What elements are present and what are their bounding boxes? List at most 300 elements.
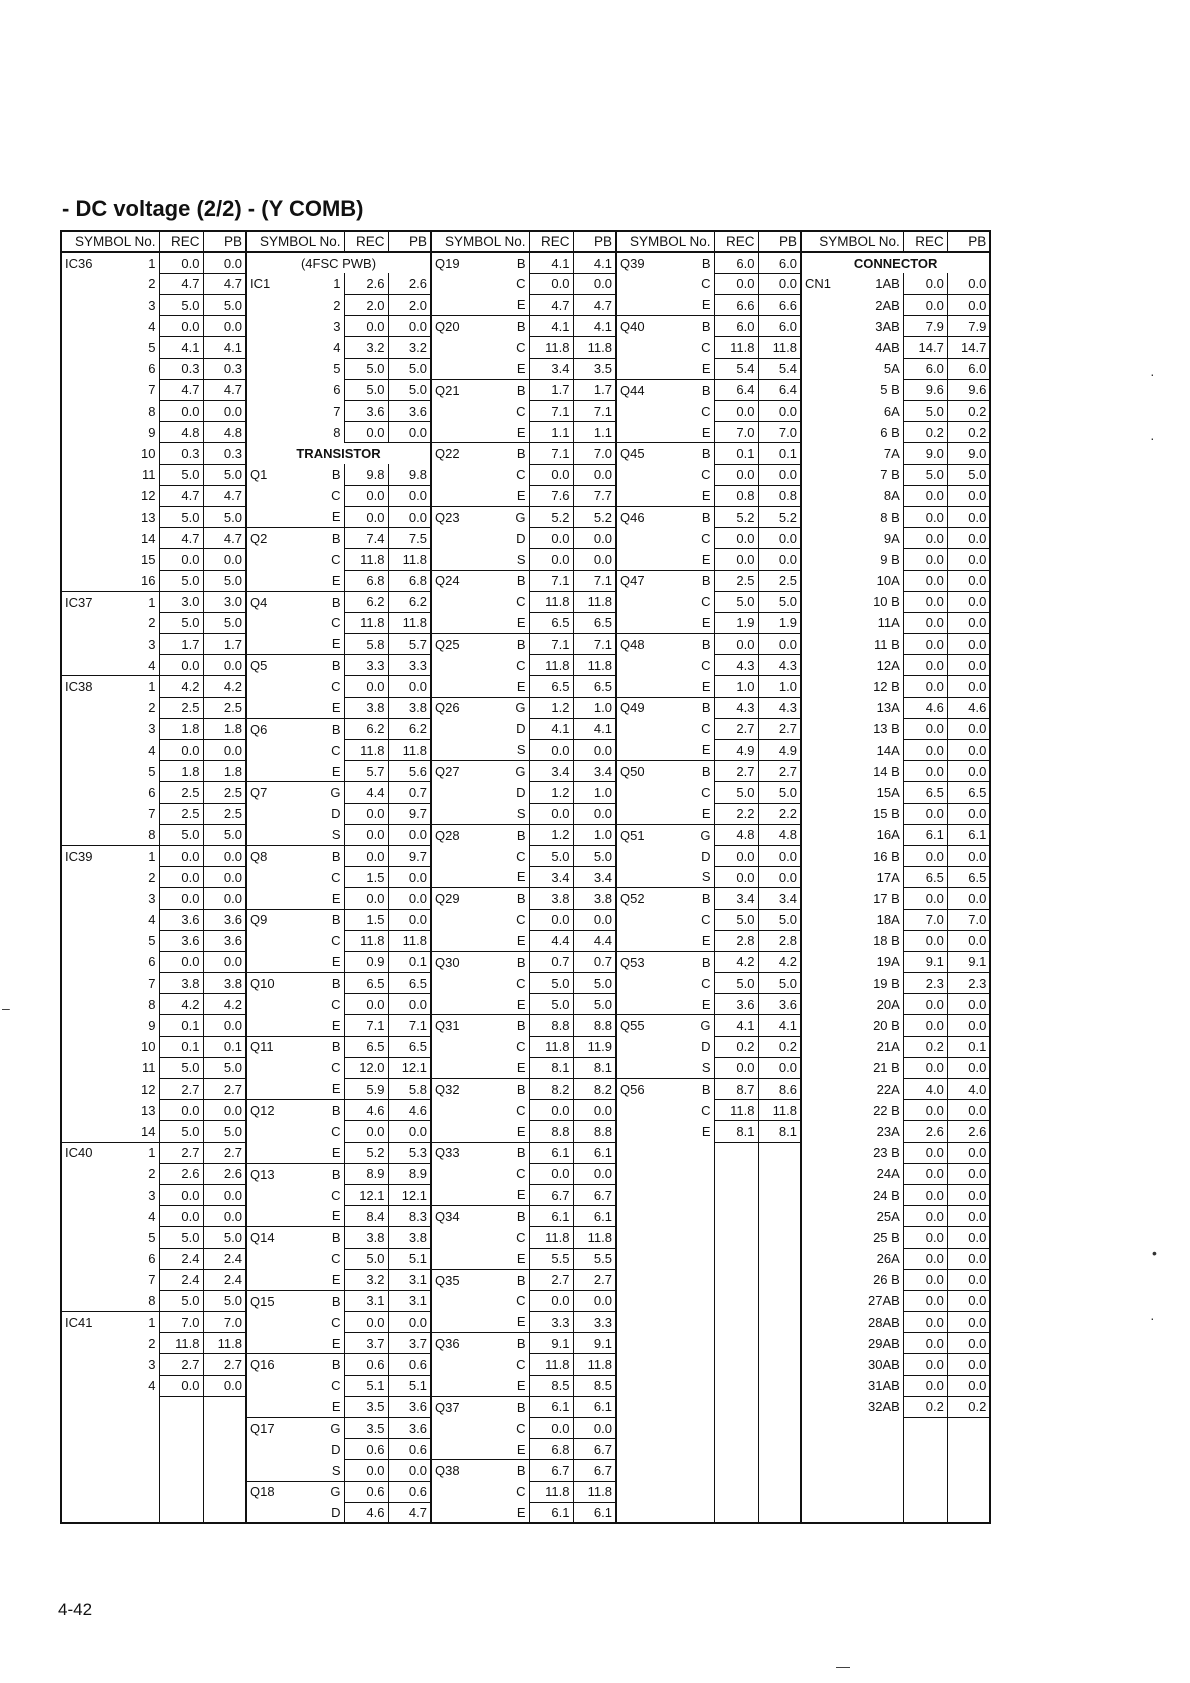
pin-cell: 26 B — [865, 1269, 903, 1290]
rec-cell: 6.1 — [529, 1206, 573, 1227]
table-row — [61, 401, 990, 422]
symbol-cell — [61, 1396, 125, 1417]
symbol-cell — [801, 295, 865, 316]
pin-cell: 21 B — [865, 1057, 903, 1078]
pb-cell: 6.4 — [758, 379, 801, 400]
pin-cell: E — [680, 295, 714, 316]
pb-cell: 0.0 — [947, 1100, 990, 1121]
pin-cell: C — [680, 655, 714, 676]
pb-cell: 5.7 — [388, 634, 431, 655]
symbol-cell — [61, 951, 125, 972]
symbol-cell: Q36 — [431, 1333, 495, 1354]
rec-cell: 5.0 — [159, 1121, 203, 1142]
rec-cell: 5.0 — [159, 570, 203, 591]
pb-cell: 6.0 — [758, 316, 801, 337]
symbol-cell — [616, 994, 680, 1015]
rec-cell: 7.1 — [529, 401, 573, 422]
pb-cell: 4.1 — [573, 316, 616, 337]
rec-cell: 2.4 — [159, 1248, 203, 1269]
rec-cell: 5.0 — [159, 295, 203, 316]
symbol-cell — [431, 1375, 495, 1396]
pb-cell: 5.2 — [573, 506, 616, 527]
table-row — [61, 951, 990, 972]
pin-cell: 3 — [125, 634, 159, 655]
pb-cell: 0.0 — [758, 273, 801, 294]
pin-cell: 10 — [125, 1036, 159, 1057]
rec-cell: 0.1 — [714, 443, 758, 464]
rec-cell: 0.0 — [159, 740, 203, 761]
pin-cell: 2 — [125, 1333, 159, 1354]
rec-cell: 0.0 — [529, 1163, 573, 1184]
pin-cell: E — [680, 612, 714, 633]
rec-cell: 4.1 — [529, 718, 573, 739]
symbol-cell — [616, 1333, 680, 1354]
symbol-cell — [61, 1184, 125, 1205]
pin-cell: E — [680, 485, 714, 506]
symbol-cell — [61, 973, 125, 994]
symbol-cell — [61, 1163, 125, 1184]
symbol-cell — [431, 295, 495, 316]
symbol-cell — [801, 697, 865, 718]
rec-cell: 8.8 — [529, 1121, 573, 1142]
pin-cell: C — [680, 337, 714, 358]
symbol-cell — [431, 782, 495, 803]
rec-cell: 3.6 — [344, 401, 388, 422]
rec-cell: 6.5 — [344, 973, 388, 994]
rec-cell: 4.1 — [159, 337, 203, 358]
symbol-cell — [61, 634, 125, 655]
rec-cell: 1.2 — [529, 824, 573, 845]
pin-cell: D — [310, 803, 344, 824]
symbol-cell — [801, 1269, 865, 1290]
pb-cell: 0.0 — [203, 549, 246, 570]
rec-cell — [159, 1418, 203, 1439]
symbol-cell — [246, 1502, 310, 1523]
pb-cell: 11.8 — [388, 930, 431, 951]
rec-cell: 1.9 — [714, 612, 758, 633]
symbol-cell — [616, 1269, 680, 1290]
pin-cell: G — [310, 1418, 344, 1439]
rec-cell: 6.5 — [903, 782, 947, 803]
pin-cell: S — [495, 740, 529, 761]
rec-cell: 6.1 — [529, 1502, 573, 1523]
symbol-cell: Q45 — [616, 443, 680, 464]
symbol-cell — [801, 634, 865, 655]
table-row — [61, 549, 990, 570]
pin-cell: 7 — [125, 803, 159, 824]
rec-cell: 0.0 — [714, 1057, 758, 1078]
pb-cell — [758, 1142, 801, 1163]
pb-cell: 0.0 — [203, 1206, 246, 1227]
pb-cell: 5.0 — [573, 973, 616, 994]
pb-cell: 9.7 — [388, 803, 431, 824]
pb-cell: 6.5 — [388, 973, 431, 994]
table-row — [61, 676, 990, 697]
pb-cell: 0.0 — [573, 273, 616, 294]
pb-cell — [758, 1312, 801, 1333]
symbol-cell — [616, 1184, 680, 1205]
pb-cell: 5.0 — [203, 1057, 246, 1078]
symbol-cell — [801, 761, 865, 782]
pb-cell: 6.1 — [573, 1142, 616, 1163]
pin-cell: E — [495, 676, 529, 697]
table-row — [61, 1460, 990, 1481]
pin-cell: 17 B — [865, 888, 903, 909]
pb-cell: 0.0 — [203, 845, 246, 866]
symbol-cell — [801, 655, 865, 676]
table-row — [61, 1354, 990, 1375]
symbol-cell — [431, 422, 495, 443]
rec-cell: 5.0 — [159, 824, 203, 845]
pin-cell: E — [310, 506, 344, 527]
symbol-cell — [246, 358, 310, 379]
symbol-cell — [616, 1481, 680, 1502]
symbol-cell — [61, 867, 125, 888]
pb-cell: 6.8 — [388, 570, 431, 591]
pb-cell: 0.0 — [388, 1121, 431, 1142]
rec-cell: 0.0 — [903, 1015, 947, 1036]
symbol-cell: Q6 — [246, 718, 310, 739]
pin-cell — [865, 1439, 903, 1460]
rec-cell: 0.0 — [903, 1142, 947, 1163]
pin-cell: 3 — [125, 718, 159, 739]
symbol-cell: Q26 — [431, 697, 495, 718]
pin-cell: B — [310, 973, 344, 994]
pin-cell: C — [310, 1184, 344, 1205]
rec-cell: 6.2 — [344, 718, 388, 739]
pin-cell: B — [495, 634, 529, 655]
symbol-cell — [801, 803, 865, 824]
pb-cell: 0.0 — [947, 591, 990, 612]
pin-cell: 8 — [125, 1290, 159, 1311]
rec-cell — [714, 1248, 758, 1269]
symbol-cell — [801, 1100, 865, 1121]
rec-cell: 1.8 — [159, 718, 203, 739]
rec-cell: 2.4 — [159, 1269, 203, 1290]
pb-cell: 6.5 — [388, 1036, 431, 1057]
dc-voltage-table — [60, 230, 991, 1524]
symbol-cell — [246, 1079, 310, 1100]
pin-cell: 7 — [125, 379, 159, 400]
pb-cell: 0.0 — [203, 740, 246, 761]
section-label: TRANSISTOR — [246, 443, 431, 464]
pin-cell: 17A — [865, 867, 903, 888]
symbol-cell — [801, 888, 865, 909]
rec-cell: 6.7 — [529, 1184, 573, 1205]
rec-cell: 3.0 — [159, 591, 203, 612]
pin-cell: B — [680, 888, 714, 909]
rec-cell: 11.8 — [529, 1036, 573, 1057]
table-row — [61, 1100, 990, 1121]
pb-cell: 9.7 — [388, 845, 431, 866]
pb-cell: 0.7 — [388, 782, 431, 803]
pb-cell: 0.1 — [758, 443, 801, 464]
pb-cell: 3.6 — [388, 1396, 431, 1417]
table-row — [61, 1248, 990, 1269]
rec-cell: 8.1 — [529, 1057, 573, 1078]
symbol-cell — [616, 1418, 680, 1439]
pin-cell: E — [495, 485, 529, 506]
pb-cell: 0.0 — [573, 1163, 616, 1184]
rec-cell: 0.0 — [529, 1418, 573, 1439]
rec-cell: 0.0 — [529, 464, 573, 485]
pin-cell: C — [310, 740, 344, 761]
pb-cell: 11.8 — [388, 549, 431, 570]
rec-cell: 0.0 — [903, 1312, 947, 1333]
symbol-cell — [801, 1121, 865, 1142]
rec-cell: 1.0 — [714, 676, 758, 697]
pin-cell: 12 — [125, 485, 159, 506]
symbol-cell: Q32 — [431, 1079, 495, 1100]
symbol-cell: IC41 — [61, 1312, 125, 1333]
pb-cell: 4.7 — [388, 1502, 431, 1523]
pb-cell — [758, 1481, 801, 1502]
rec-cell: 5.0 — [529, 994, 573, 1015]
symbol-cell: Q2 — [246, 528, 310, 549]
pin-cell: 23 B — [865, 1142, 903, 1163]
symbol-cell — [61, 1502, 125, 1523]
pb-cell: 3.6 — [203, 909, 246, 930]
pin-cell: 8A — [865, 485, 903, 506]
rec-cell: 0.0 — [903, 655, 947, 676]
pb-cell: 5.0 — [758, 909, 801, 930]
pb-cell: 4.1 — [758, 1015, 801, 1036]
pb-cell: 3.6 — [388, 401, 431, 422]
symbol-cell — [801, 1079, 865, 1100]
header-rec: REC — [529, 231, 573, 252]
pin-cell: E — [680, 740, 714, 761]
symbol-cell — [616, 528, 680, 549]
pb-cell: 2.7 — [758, 761, 801, 782]
pb-cell: 11.8 — [388, 740, 431, 761]
rec-cell: 0.0 — [903, 1057, 947, 1078]
pin-cell: B — [680, 1079, 714, 1100]
rec-cell: 0.2 — [714, 1036, 758, 1057]
pb-cell — [758, 1184, 801, 1205]
pb-cell: 0.0 — [203, 401, 246, 422]
rec-cell: 0.0 — [159, 888, 203, 909]
rec-cell: 0.0 — [159, 867, 203, 888]
rec-cell: 0.0 — [714, 528, 758, 549]
symbol-cell: Q12 — [246, 1100, 310, 1121]
pb-cell — [203, 1439, 246, 1460]
rec-cell: 0.3 — [159, 358, 203, 379]
symbol-cell: Q51 — [616, 824, 680, 845]
pb-cell — [758, 1227, 801, 1248]
rec-cell: 4.3 — [714, 655, 758, 676]
symbol-cell — [61, 1100, 125, 1121]
rec-cell: 0.2 — [903, 1036, 947, 1057]
rec-cell: 2.6 — [903, 1121, 947, 1142]
rec-cell: 0.0 — [344, 506, 388, 527]
pb-cell: 3.7 — [388, 1333, 431, 1354]
pin-cell: 10 — [125, 443, 159, 464]
pb-cell — [203, 1481, 246, 1502]
pb-cell: 4.7 — [573, 295, 616, 316]
pb-cell: 7.0 — [573, 443, 616, 464]
rec-cell: 6.1 — [903, 824, 947, 845]
symbol-cell — [801, 528, 865, 549]
rec-cell: 0.0 — [903, 1333, 947, 1354]
symbol-cell — [246, 1269, 310, 1290]
rec-cell: 2.6 — [344, 273, 388, 294]
pb-cell: 3.6 — [388, 1418, 431, 1439]
pb-cell: 11.8 — [573, 1481, 616, 1502]
pb-cell: 11.8 — [573, 1227, 616, 1248]
symbol-cell — [616, 401, 680, 422]
rec-cell: 11.8 — [529, 1227, 573, 1248]
pb-cell: 0.0 — [947, 655, 990, 676]
rec-cell: 5.0 — [159, 464, 203, 485]
rec-cell: 7.0 — [159, 1312, 203, 1333]
pb-cell: 9.1 — [573, 1333, 616, 1354]
symbol-cell — [616, 1121, 680, 1142]
symbol-cell: Q13 — [246, 1163, 310, 1184]
pb-cell: 0.0 — [758, 867, 801, 888]
rec-cell: 0.0 — [903, 740, 947, 761]
pin-cell: C — [680, 464, 714, 485]
rec-cell: 0.0 — [903, 528, 947, 549]
table-row — [61, 1206, 990, 1227]
rec-cell: 3.3 — [529, 1312, 573, 1333]
pb-cell: 0.3 — [203, 443, 246, 464]
pb-cell: 0.0 — [947, 1227, 990, 1248]
pin-cell: 3 — [310, 316, 344, 337]
pin-cell: 24 B — [865, 1184, 903, 1205]
pin-cell: 22 B — [865, 1100, 903, 1121]
pb-cell: 1.0 — [573, 782, 616, 803]
symbol-cell — [246, 1121, 310, 1142]
pin-cell: 14 — [125, 1121, 159, 1142]
rec-cell: 5.1 — [344, 1375, 388, 1396]
rec-cell: 0.0 — [529, 549, 573, 570]
symbol-cell: Q20 — [431, 316, 495, 337]
symbol-cell — [61, 422, 125, 443]
pb-cell: 0.0 — [947, 549, 990, 570]
pb-cell: 8.8 — [573, 1015, 616, 1036]
symbol-cell — [61, 337, 125, 358]
symbol-cell — [616, 1312, 680, 1333]
pb-cell: 0.1 — [388, 951, 431, 972]
rec-cell: 0.0 — [344, 485, 388, 506]
pb-cell — [758, 1375, 801, 1396]
symbol-cell — [246, 1333, 310, 1354]
symbol-cell: Q16 — [246, 1354, 310, 1375]
pin-cell — [680, 1206, 714, 1227]
pb-cell: 0.0 — [947, 1269, 990, 1290]
pb-cell: 0.0 — [947, 888, 990, 909]
rec-cell: 3.8 — [344, 697, 388, 718]
rec-cell: 6.5 — [529, 612, 573, 633]
pb-cell: 2.5 — [203, 697, 246, 718]
symbol-cell — [801, 1312, 865, 1333]
symbol-cell: Q19 — [435, 255, 460, 271]
symbol-cell — [246, 379, 310, 400]
symbol-cell — [616, 591, 680, 612]
pin-cell: C — [495, 591, 529, 612]
pb-cell: 0.0 — [947, 1163, 990, 1184]
rec-cell — [714, 1481, 758, 1502]
header-symbol: SYMBOL No. — [431, 231, 529, 252]
rec-cell: 9.8 — [344, 464, 388, 485]
pb-cell: 0.0 — [947, 273, 990, 294]
rec-cell: 3.7 — [344, 1333, 388, 1354]
pin-cell: 19A — [865, 951, 903, 972]
rec-cell: 0.0 — [344, 888, 388, 909]
symbol-cell — [616, 273, 680, 294]
rec-cell: 11.8 — [344, 549, 388, 570]
symbol-cell: Q9 — [246, 909, 310, 930]
table-row — [61, 443, 990, 464]
pin-cell: B — [680, 379, 714, 400]
symbol-cell — [431, 1163, 495, 1184]
symbol-cell — [246, 422, 310, 443]
pb-cell: 0.0 — [388, 676, 431, 697]
symbol-cell: Q34 — [431, 1206, 495, 1227]
pb-cell — [947, 1481, 990, 1502]
symbol-cell — [61, 316, 125, 337]
rec-cell: 7.0 — [903, 909, 947, 930]
symbol-cell — [616, 1248, 680, 1269]
rec-cell: 3.4 — [714, 888, 758, 909]
pin-cell: 11 — [125, 1057, 159, 1078]
pin-cell: 14 — [125, 528, 159, 549]
pin-cell — [865, 1481, 903, 1502]
rec-cell: 4.2 — [159, 676, 203, 697]
rec-cell: 11.8 — [529, 1481, 573, 1502]
rec-cell: 0.0 — [903, 1290, 947, 1311]
pin-cell: B — [495, 1142, 529, 1163]
pb-cell: 0.3 — [203, 358, 246, 379]
pin-cell: D — [495, 528, 529, 549]
rec-cell: 0.0 — [903, 1227, 947, 1248]
pin-cell: E — [310, 570, 344, 591]
pb-cell — [758, 1248, 801, 1269]
pin-cell — [680, 1184, 714, 1205]
symbol-cell: Q23 — [431, 506, 495, 527]
rec-cell — [714, 1418, 758, 1439]
rec-cell: 0.0 — [903, 1269, 947, 1290]
symbol-cell — [246, 1015, 310, 1036]
rec-cell: 3.2 — [344, 337, 388, 358]
rec-cell: 0.0 — [903, 1206, 947, 1227]
symbol-cell — [801, 909, 865, 930]
pin-cell: C — [495, 337, 529, 358]
pb-cell: 2.3 — [947, 973, 990, 994]
pin-cell: C — [680, 273, 714, 294]
rec-cell: 11.8 — [159, 1333, 203, 1354]
rec-cell: 3.4 — [529, 761, 573, 782]
pin-cell: C — [680, 591, 714, 612]
pin-cell: 1 — [125, 591, 159, 612]
symbol-cell — [616, 782, 680, 803]
rec-cell: 4.3 — [714, 697, 758, 718]
symbol-cell — [61, 401, 125, 422]
symbol-cell: Q14 — [246, 1227, 310, 1248]
pb-cell: 2.5 — [203, 782, 246, 803]
pb-cell: 8.1 — [758, 1121, 801, 1142]
rec-cell: 0.6 — [344, 1354, 388, 1375]
symbol-cell — [431, 1439, 495, 1460]
symbol-cell — [61, 761, 125, 782]
pin-cell: 11 — [125, 464, 159, 485]
pb-cell: 11.8 — [388, 612, 431, 633]
pb-cell: 4.1 — [573, 718, 616, 739]
pin-cell: 19 B — [865, 973, 903, 994]
pb-cell: 0.8 — [758, 485, 801, 506]
symbol-cell: Q17 — [246, 1418, 310, 1439]
symbol-cell — [616, 676, 680, 697]
